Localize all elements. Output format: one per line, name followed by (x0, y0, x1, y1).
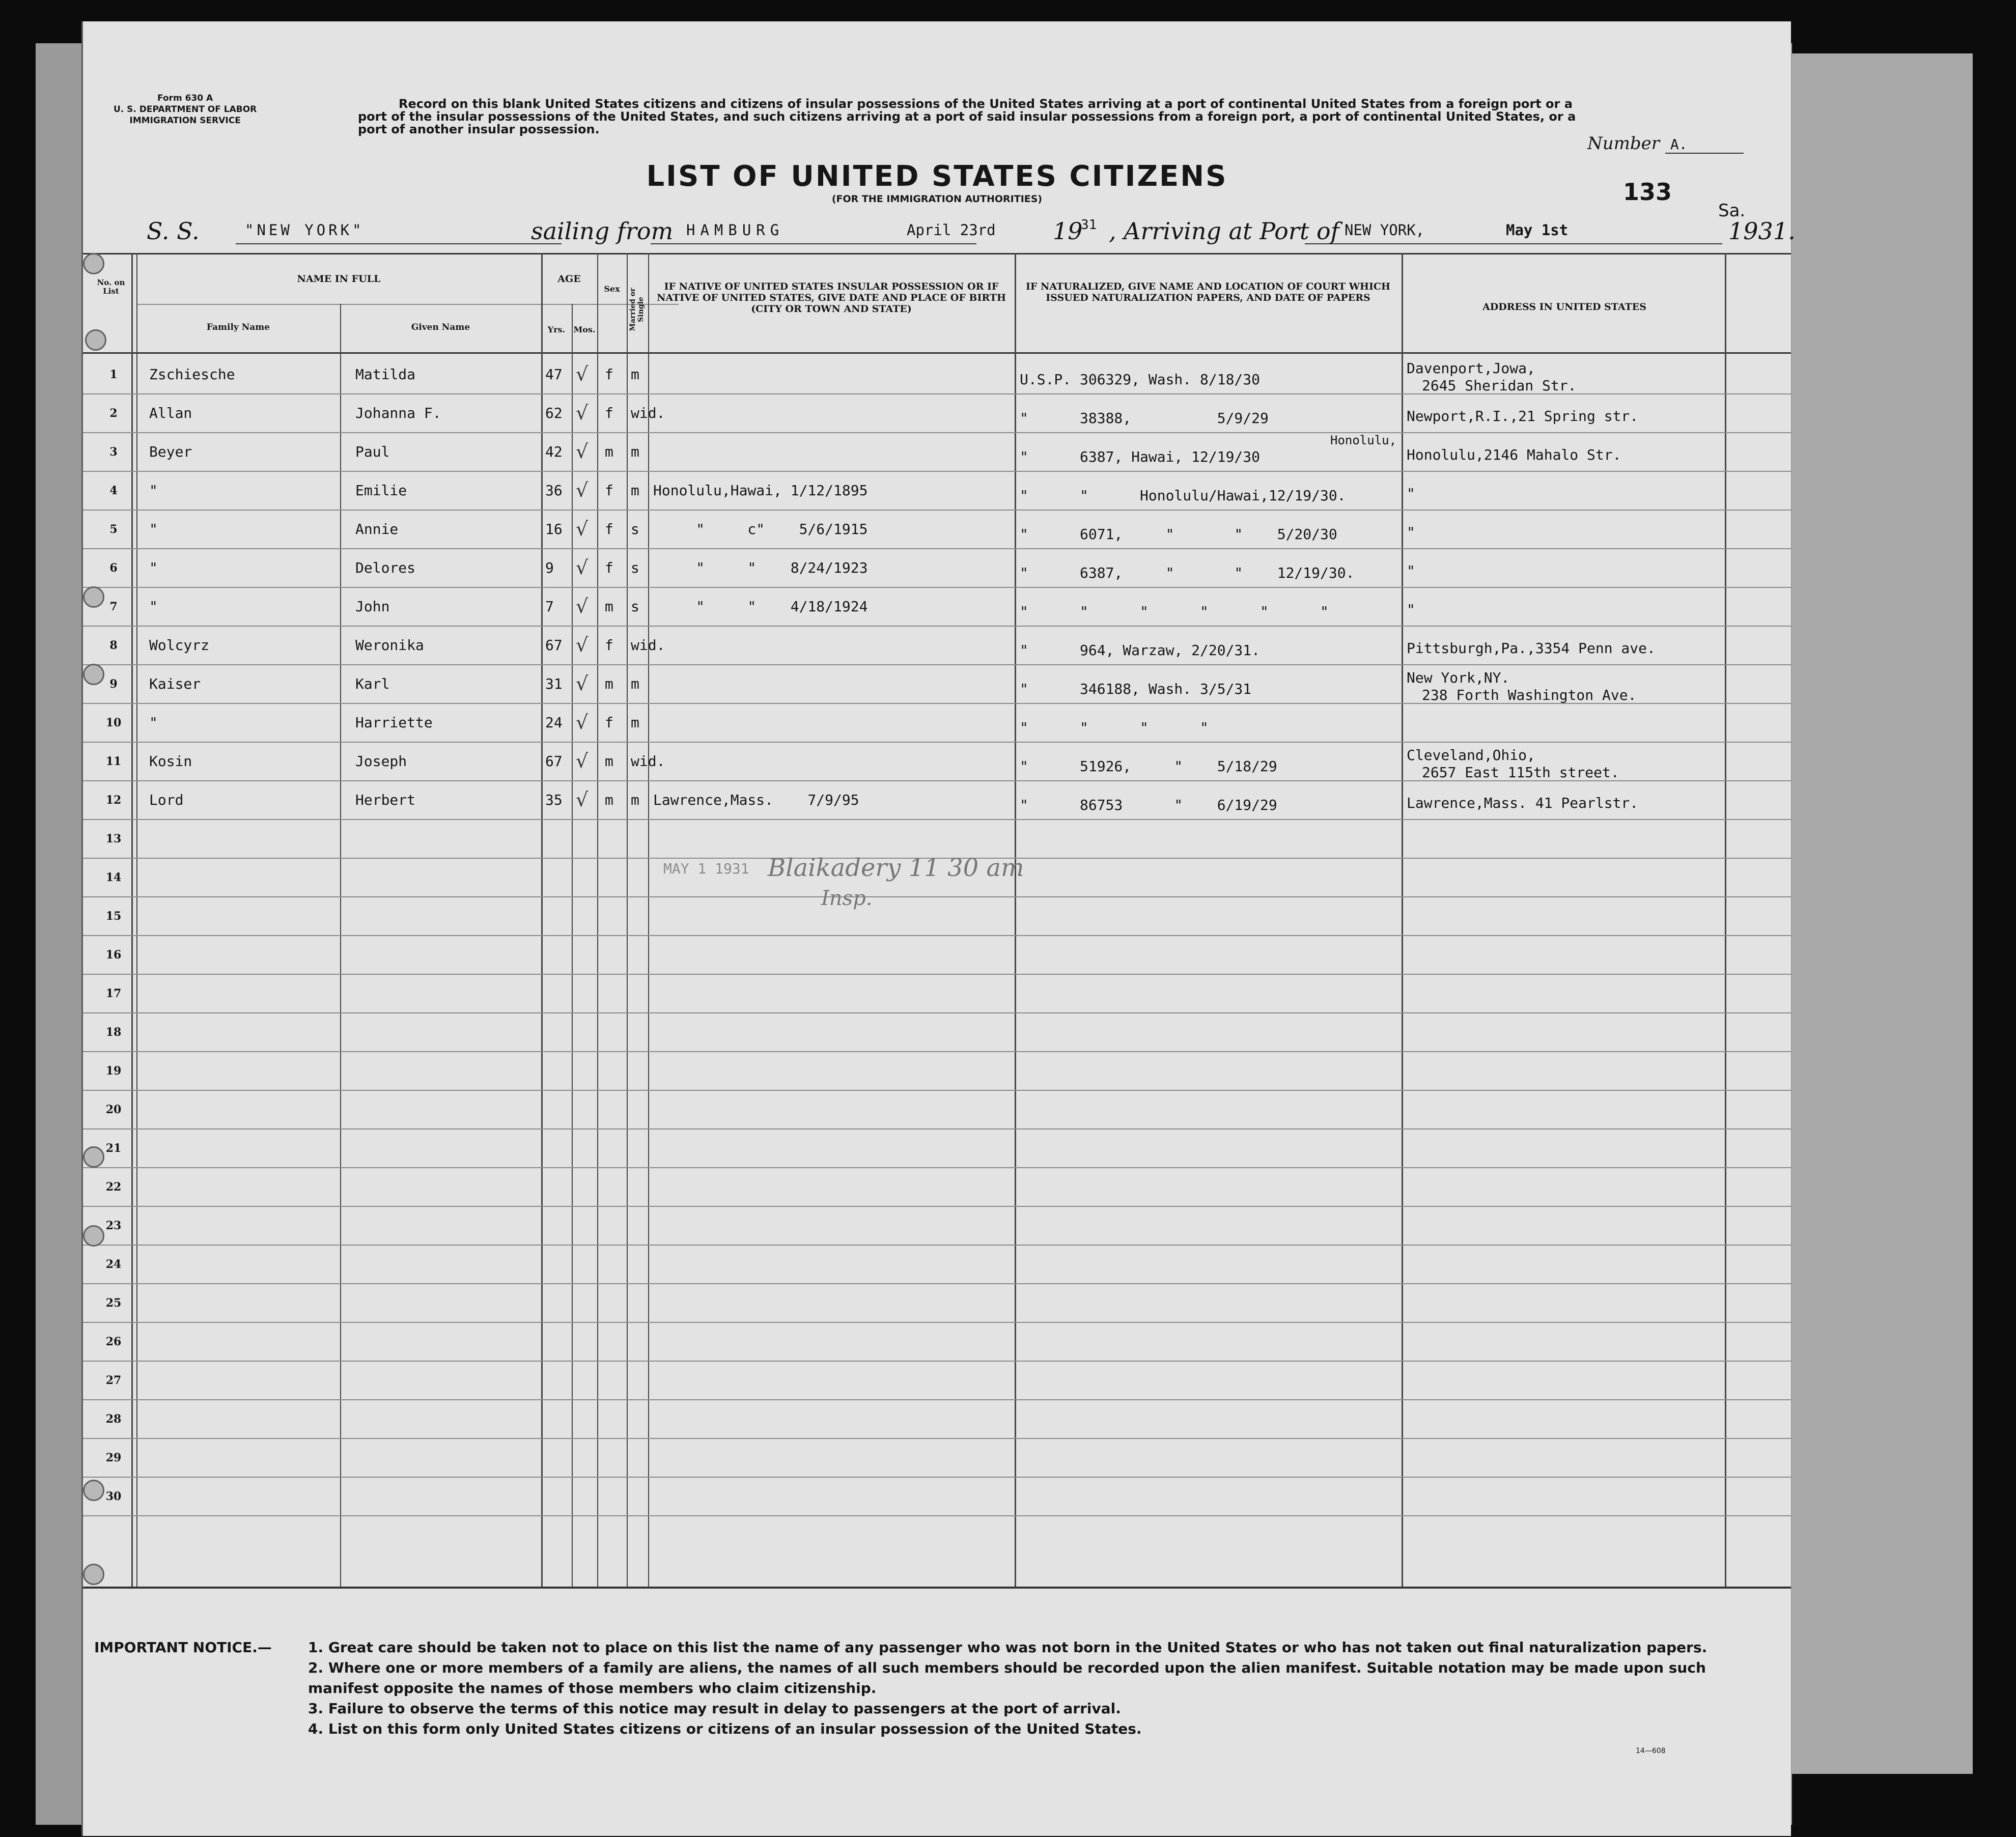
row-rule (83, 1438, 1791, 1439)
row-rule (83, 1128, 1791, 1129)
address: " (1407, 524, 1415, 541)
sailing-label: sailing from (531, 217, 674, 245)
check-mark-icon: √ (576, 750, 589, 772)
binder-hole (83, 253, 104, 274)
address: Cleveland,Ohio, (1407, 747, 1535, 764)
row-rule (83, 664, 1791, 665)
row-number: 13 (105, 832, 122, 845)
row-rule (83, 1051, 1791, 1052)
notice-item: 1. Great care should be taken not to place on this list the name of any passenger who was not born in the United States or who has not taken out final naturalization papers. (308, 1639, 1707, 1656)
given-name: Weronika (355, 637, 424, 654)
row-number: 16 (105, 948, 122, 962)
sex: m (605, 675, 613, 692)
sex: m (605, 753, 613, 770)
address: Honolulu,2146 Mahalo Str. (1407, 446, 1621, 463)
naturalization: U.S.P. 306329, Wash. 8/18/30 (1020, 371, 1261, 388)
address: Lawrence,Mass. 41 Pearlstr. (1407, 795, 1639, 811)
age-years: 9 (545, 559, 554, 576)
back-page (1777, 53, 1973, 1774)
row-number: 29 (105, 1451, 122, 1464)
given-name: Joseph (355, 753, 407, 770)
age-years: 16 (545, 521, 563, 538)
header-no-on-list: No. on List (97, 278, 125, 296)
header-married-single: Married or Single (629, 288, 645, 331)
marital-status: m (631, 792, 639, 808)
row-rule (83, 1012, 1791, 1013)
address: Davenport,Jowa, (1407, 360, 1535, 377)
row-number: 6 (109, 561, 118, 575)
family-name: Wolcyrz (149, 637, 210, 654)
row-number: 4 (109, 484, 118, 497)
row-rule (83, 742, 1791, 743)
age-years: 67 (545, 637, 563, 654)
family-name: Kaiser (149, 675, 201, 692)
naturalization: " 38388, 5/9/29 (1020, 410, 1269, 427)
birth-place-date: Honolulu,Hawai, 1/12/1895 (653, 482, 868, 499)
given-name: Paul (355, 443, 390, 460)
naturalization: " 51926, " 5/18/29 (1020, 758, 1277, 775)
row-number: 17 (105, 987, 122, 1000)
row-number: 26 (105, 1335, 122, 1348)
birth-place-date: " " 8/24/1923 (653, 559, 868, 576)
check-mark-icon: √ (576, 788, 589, 811)
naturalization: " 964, Warzaw, 2/20/31. (1020, 642, 1261, 659)
inspector-signature: Blaikadery 11 30 am (768, 854, 1024, 882)
family-name: Allan (149, 405, 192, 421)
age-years: 35 (545, 792, 563, 808)
marital-status: s (631, 559, 639, 576)
row-rule (83, 1322, 1791, 1323)
header-mos: Mos. (573, 325, 596, 334)
inspector-title: Insp. (821, 887, 873, 910)
year-prefix: 19 (1053, 217, 1083, 245)
address: " (1407, 562, 1415, 579)
row-rule (83, 626, 1791, 627)
naturalization: " 86753 " 6/19/29 (1020, 797, 1277, 813)
binder-hole (83, 664, 104, 685)
family-name: " (149, 598, 158, 615)
marital-status: wid. (631, 637, 665, 654)
naturalization: " " Honolulu/Hawai,12/19/30. (1020, 487, 1346, 504)
row-rule (83, 548, 1791, 549)
year-suffix: 31 (1081, 217, 1097, 233)
row-number: 21 (105, 1142, 122, 1155)
row-number: 7 (109, 600, 118, 613)
age-years: 62 (545, 405, 563, 421)
check-mark-icon: √ (576, 440, 589, 463)
row-number: 27 (105, 1374, 122, 1387)
naturalization: " 6387, " " 12/19/30. (1020, 564, 1355, 581)
row-number: 9 (109, 677, 118, 691)
marital-status: s (631, 521, 639, 538)
naturalization: " 6071, " " 5/20/30 (1020, 526, 1337, 543)
binder-hole (83, 1480, 104, 1501)
notice-item: 2. Where one or more members of a family are aliens, the names of all such members should be recorded upon the alien manifest. Suitable notation may be made upon such manifest opposite the names of those members who claim citizenship. (308, 1659, 1706, 1697)
inspection-stamp-date: MAY 1 1931 (663, 860, 749, 877)
sex: m (605, 792, 613, 808)
row-rule (83, 896, 1791, 897)
number-field (1587, 133, 1744, 154)
sex: m (605, 443, 613, 460)
check-mark-icon: √ (576, 363, 589, 385)
row-rule (83, 819, 1791, 820)
given-name: Herbert (355, 792, 416, 808)
page-title: LIST OF UNITED STATES CITIZENS (646, 160, 1228, 193)
record-instructions: Record on this blank United States citizens and citizens of insular possessions of the United States arriving at a port of continental United States from a foreign port or a port of the insular possessions of the United States, and such citizens arriving at a port of said insular possessions from a foreign port, a port of continental United States, or a port of another insular possession. (358, 97, 1576, 136)
address-line-2: 238 Forth Washington Ave. (1422, 687, 1637, 703)
port-from: HAMBURG (686, 221, 785, 239)
row-rule (83, 1206, 1791, 1207)
sex: f (605, 714, 613, 731)
family-name: " (149, 482, 158, 499)
family-name: Lord (149, 792, 184, 808)
given-name: Emilie (355, 482, 407, 499)
row-number: 5 (109, 523, 118, 536)
row-rule (83, 935, 1791, 936)
row-rule (83, 432, 1791, 433)
binder-hole (83, 1564, 104, 1585)
form-number: Form 630 A (157, 93, 213, 103)
binder-hole (85, 329, 106, 351)
sex: m (605, 598, 613, 615)
check-mark-icon: √ (576, 402, 589, 424)
row-number: 3 (109, 445, 118, 459)
row-number: 22 (105, 1180, 122, 1194)
header-given-name: Given Name (411, 322, 470, 332)
family-name: " (149, 521, 158, 538)
header-name-in-full: NAME IN FULL (297, 273, 381, 285)
given-name: Matilda (355, 366, 416, 383)
naturalization: " " " " (1020, 719, 1209, 736)
address: " (1407, 601, 1415, 618)
naturalization: " 346188, Wash. 3/5/31 (1020, 681, 1252, 697)
binder-hole (83, 1225, 104, 1247)
row-number: 23 (105, 1219, 122, 1232)
sex: f (605, 482, 613, 499)
notice-item: 4. List on this form only United States citizens or citizens of an insular possession of the United States. (308, 1720, 1142, 1737)
address-line-2: 2645 Sheridan Str. (1422, 377, 1577, 394)
given-name: Harriette (355, 714, 433, 731)
page-number: 133 (1623, 178, 1672, 206)
family-name: " (149, 559, 158, 576)
row-rule (83, 510, 1791, 511)
given-name: John (355, 598, 390, 615)
arrival-date: May 1st (1506, 221, 1569, 239)
header-sex: Sex (604, 284, 620, 294)
marital-status: m (631, 443, 639, 460)
check-mark-icon: √ (576, 672, 589, 695)
given-name: Johanna F. (355, 405, 441, 421)
age-years: 42 (545, 443, 563, 460)
sex: f (605, 366, 613, 383)
row-rule (83, 1515, 1791, 1516)
row-number: 28 (105, 1412, 122, 1426)
marital-status: wid. (631, 405, 665, 421)
row-number: 24 (105, 1258, 122, 1271)
row-number: 12 (105, 794, 122, 807)
given-name: Annie (355, 521, 399, 538)
age-years: 31 (545, 675, 563, 692)
form-id (114, 93, 257, 126)
passenger-table (83, 253, 1791, 1587)
arrival-year: 1931. (1728, 217, 1796, 245)
row-rule (83, 1361, 1791, 1362)
header-family-name: Family Name (206, 322, 270, 332)
row-rule (83, 1245, 1791, 1246)
header-naturalized: IF NATURALIZED, GIVE NAME AND LOCATION OF COURT WHICH ISSUED NATURALIZATION PAPERS, AND DATE OF PAPERS (1026, 281, 1390, 303)
marital-status: s (631, 598, 639, 615)
row-rule (83, 1477, 1791, 1478)
row-rule (83, 1399, 1791, 1400)
birth-place-date: " " 4/18/1924 (653, 598, 868, 615)
address: Newport,R.I.,21 Spring str. (1407, 408, 1639, 425)
sailing-date: April 23rd (907, 221, 996, 239)
header-birth: IF NATIVE OF UNITED STATES INSULAR POSSESSION OR IF NATIVE OF UNITED STATES, GIVE DATE AND PLACE OF BIRTH (CITY OR TOWN AND STATE) (657, 281, 1006, 315)
check-mark-icon: √ (576, 634, 589, 656)
address: Pittsburgh,Pa.,3354 Penn ave. (1407, 640, 1656, 657)
row-rule (83, 974, 1791, 975)
row-rule (83, 1283, 1791, 1284)
row-number: 30 (105, 1490, 122, 1503)
page-subtitle: (FOR THE IMMIGRATION AUTHORITIES) (831, 193, 1043, 205)
header-yrs: Yrs. (547, 325, 566, 334)
check-mark-icon: √ (576, 595, 589, 617)
check-mark-icon: √ (576, 479, 589, 501)
sex: f (605, 637, 613, 654)
age-years: 36 (545, 482, 563, 499)
manifest-sheet (81, 21, 1796, 1836)
marital-status: m (631, 366, 639, 383)
marital-status: m (631, 714, 639, 731)
row-number: 8 (109, 639, 118, 652)
row-rule (83, 471, 1791, 472)
given-name: Karl (355, 675, 390, 692)
notice-item: 3. Failure to observe the terms of this notice may result in delay to passengers at the port of arrival. (308, 1700, 1121, 1717)
ss-label: S. S. (147, 217, 200, 245)
arriving-label: , Arriving at Port of (1109, 217, 1339, 245)
number-label: Number (1587, 133, 1660, 154)
number-value: A. (1665, 136, 1744, 154)
birth-place-date: Lawrence,Mass. 7/9/95 (653, 792, 859, 808)
port-arrival: NEW YORK, (1345, 221, 1425, 239)
check-mark-icon: √ (576, 518, 589, 540)
row-rule (83, 587, 1791, 588)
family-name: " (149, 714, 158, 731)
marital-status: m (631, 482, 639, 499)
birth-place-date: " c" 5/6/1915 (653, 521, 868, 538)
document-code: 14—608 (1636, 1747, 1666, 1755)
age-years: 67 (545, 753, 563, 770)
binder-hole (83, 586, 104, 608)
page-suffix: Sa. (1718, 201, 1746, 221)
row-number: 25 (105, 1296, 122, 1310)
family-name: Kosin (149, 753, 192, 770)
marital-status: m (631, 675, 639, 692)
row-number: 1 (109, 368, 118, 381)
naturalization-note: Honolulu, (1330, 433, 1397, 447)
department: U. S. DEPARTMENT OF LABOR (114, 104, 257, 115)
row-rule (83, 1090, 1791, 1091)
row-number: 10 (105, 716, 122, 729)
age-years: 24 (545, 714, 563, 731)
family-name: Beyer (149, 443, 192, 460)
naturalization: " 6387, Hawai, 12/19/30 (1020, 448, 1261, 465)
row-number: 18 (105, 1026, 122, 1039)
row-number: 19 (105, 1064, 122, 1078)
age-years: 7 (545, 598, 554, 615)
header-address: ADDRESS IN UNITED STATES (1482, 301, 1646, 313)
binder-hole (83, 1146, 104, 1168)
sex: f (605, 521, 613, 538)
header-age: AGE (557, 273, 581, 285)
row-number: 15 (105, 910, 122, 923)
notice-heading: IMPORTANT NOTICE.— (94, 1639, 272, 1656)
address: " (1407, 485, 1415, 502)
address: New York,NY. (1407, 669, 1510, 686)
row-number: 11 (105, 755, 122, 768)
address-line-2: 2657 East 115th street. (1422, 764, 1619, 781)
sex: f (605, 405, 613, 421)
ship-name: "NEW YORK" (245, 221, 365, 239)
family-name: Zschiesche (149, 366, 235, 383)
row-number: 20 (105, 1103, 122, 1116)
naturalization: " " " " " " (1020, 603, 1329, 620)
check-mark-icon: √ (576, 711, 589, 733)
age-years: 47 (545, 366, 563, 383)
row-number: 2 (109, 407, 118, 420)
sex: f (605, 559, 613, 576)
row-rule (83, 1167, 1791, 1168)
given-name: Delores (355, 559, 416, 576)
service: IMMIGRATION SERVICE (129, 116, 241, 126)
check-mark-icon: √ (576, 556, 589, 579)
marital-status: wid. (631, 753, 665, 770)
row-number: 14 (105, 871, 122, 884)
